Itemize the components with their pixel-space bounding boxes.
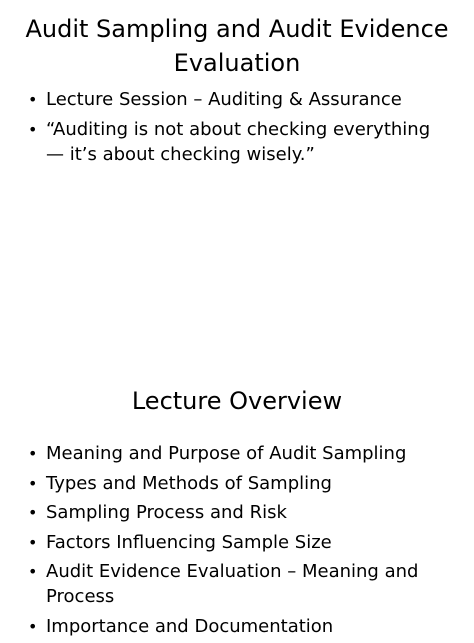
bullet-item (28, 471, 448, 496)
slide-title: Lecture Overview (131, 387, 343, 415)
bullet-icon: • (28, 119, 38, 139)
bullet-text: Lecture Session – Auditing & Assurance (46, 89, 402, 110)
bullet-icon: • (28, 532, 38, 552)
bullet-item (28, 500, 448, 525)
bullet-text: Audit Evidence Evaluation – Meaning and Process (46, 561, 419, 607)
bullet-item (28, 559, 448, 609)
bullet-text: Meaning and Purpose of Audit Sampling (46, 443, 407, 464)
bullet-text: Types and Methods of Sampling (46, 472, 332, 494)
bullet-icon: • (28, 444, 38, 463)
bullet-item (28, 614, 448, 639)
bullet-text: “Auditing is not about checking everything — it’s about checking wisely.” (46, 118, 431, 165)
bullet-item (28, 530, 448, 555)
bullet-list (28, 441, 448, 643)
bullet-icon: • (28, 473, 38, 493)
bullet-text: Sampling Process and Risk (46, 502, 287, 523)
bullet-icon: • (28, 562, 38, 581)
bullet-list (28, 87, 448, 171)
bullet-icon: • (28, 616, 38, 636)
bullet-item (28, 117, 448, 167)
bullet-icon: • (28, 90, 38, 109)
bullet-item (28, 441, 448, 466)
bullet-text: Importance and Documentation (46, 615, 334, 637)
slide-title: Audit Sampling and Audit Evidence Evaluation (25, 15, 449, 77)
bullet-icon: • (28, 503, 38, 522)
slide-overview (0, 340, 474, 637)
bullet-item (28, 87, 448, 112)
bullet-text: Factors Influencing Sample Size (46, 531, 332, 553)
